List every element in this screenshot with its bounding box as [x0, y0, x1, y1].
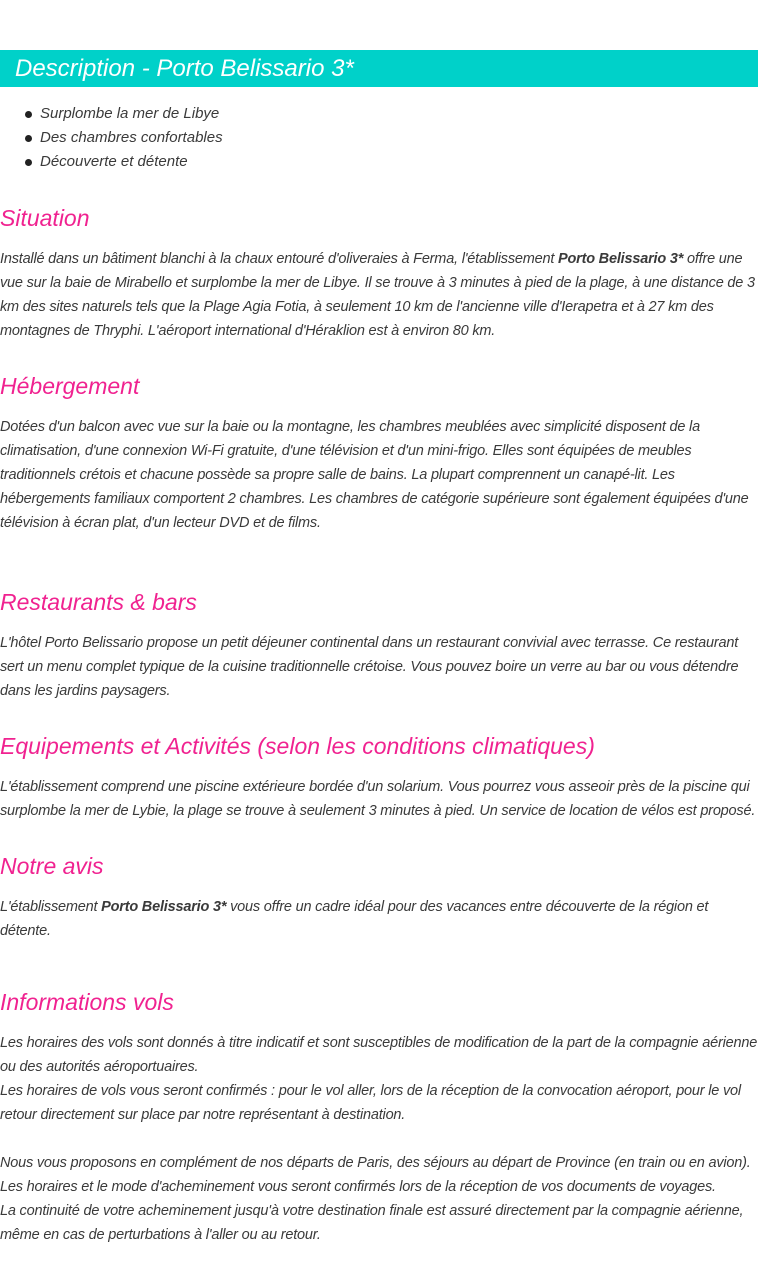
situation-heading: Situation — [0, 205, 90, 231]
avis-text-after: vous offre un cadre idéal pour des vacances entre découverte de la région et détente. — [0, 899, 709, 939]
banner-title: Description - Porto Belissario 3* — [15, 55, 354, 82]
description-banner — [0, 50, 758, 87]
bullet-icon — [25, 159, 32, 166]
vols-paragraph-5: La continuité de votre acheminement jusqu'à votre destination finale est assuré directement par la compagnie aérienne, même en cas de perturbations à l'aller ou au retour. — [0, 1203, 744, 1243]
hebergement-heading: Hébergement — [0, 373, 140, 399]
vols-heading: Informations vols — [0, 989, 174, 1015]
avis-hotel-name: Porto Belissario 3* — [101, 899, 227, 915]
highlights-list — [0, 102, 223, 174]
list-item — [0, 126, 223, 150]
equipements-text: L'établissement comprend une piscine extérieure bordée d'un solarium. Vous pourrez vous asseoir près de la piscine qui surplombe la mer de Lybie, la plage se trouve à seulement 3 minutes à pied. Un service de location de vélos est proposé. — [0, 779, 756, 819]
vols-paragraph-2: Les horaires de vols vous seront confirmés : pour le vol aller, lors de la réception de la convocation aéroport, pour le vol retour directement sur place par notre représentant à destination. — [0, 1083, 741, 1123]
situation-text — [0, 247, 758, 343]
list-item — [0, 102, 223, 126]
avis-heading: Notre avis — [0, 853, 104, 879]
avis-text — [0, 895, 758, 943]
situation-text-after: offre une vue sur la baie de Mirabello et surplombe la mer de Libye. Il se trouve à 3 minutes à pied de la plage, à une distance de 3 km des sites naturels tels que la Plage Agia Fotia, à seulement 10 km de l'ancienne ville d'Ierapetra et à 27 km des montagnes de Thryphi. L'aéroport international d'Héraklion est à environ 80 km. — [0, 251, 755, 339]
list-item — [0, 150, 223, 174]
restaurants-text: L'hôtel Porto Belissario propose un petit déjeuner continental dans un restaurant convivial avec terrasse. Ce restaurant sert un menu complet typique de la cuisine traditionnelle crétoise. Vous pouvez boire un verre au bar ou vous détendre dans les jardins paysagers. — [0, 635, 739, 699]
hebergement-text: Dotées d'un balcon avec vue sur la baie ou la montagne, les chambres meublées avec simplicité disposent de la climatisation, d'une connexion Wi-Fi gratuite, d'une télévision et d'un mini-frigo. Elles sont équipées de meubles traditionnels crétois et chacune possède sa propre salle de bains. La plupart comprennent un canapé-lit. Les hébergements familiaux comportent 2 chambres. Les chambres de catégorie supérieure sont également équipées d'une télévision à écran plat, d'un lecteur DVD et de films. — [0, 419, 749, 531]
bullet-icon — [25, 135, 32, 142]
bullet-icon — [25, 111, 32, 118]
equipements-heading: Equipements et Activités (selon les conditions climatiques) — [0, 733, 595, 759]
restaurants-heading: Restaurants & bars — [0, 589, 197, 615]
vols-paragraph-3: Nous vous proposons en complément de nos départs de Paris, des séjours au départ de Province (en train ou en avion). — [0, 1155, 751, 1171]
highlight-text: Des chambres confortables — [40, 129, 223, 146]
highlight-text: Surplombe la mer de Libye — [40, 105, 220, 122]
highlight-text: Découverte et détente — [40, 153, 188, 170]
situation-hotel-name: Porto Belissario 3* — [558, 251, 684, 267]
situation-text-before: Installé dans un bâtiment blanchi à la chaux entouré d'oliveraies à Ferma, l'établissement — [0, 251, 558, 267]
avis-text-before: L'établissement — [0, 899, 102, 915]
vols-paragraph-1: Les horaires des vols sont donnés à titre indicatif et sont susceptibles de modification de la part de la compagnie aérienne ou des autorités aéroportuaires. — [0, 1035, 758, 1075]
vols-paragraph-4: Les horaires et le mode d'acheminement vous seront confirmés lors de la réception de vos documents de voyages. — [0, 1179, 716, 1195]
